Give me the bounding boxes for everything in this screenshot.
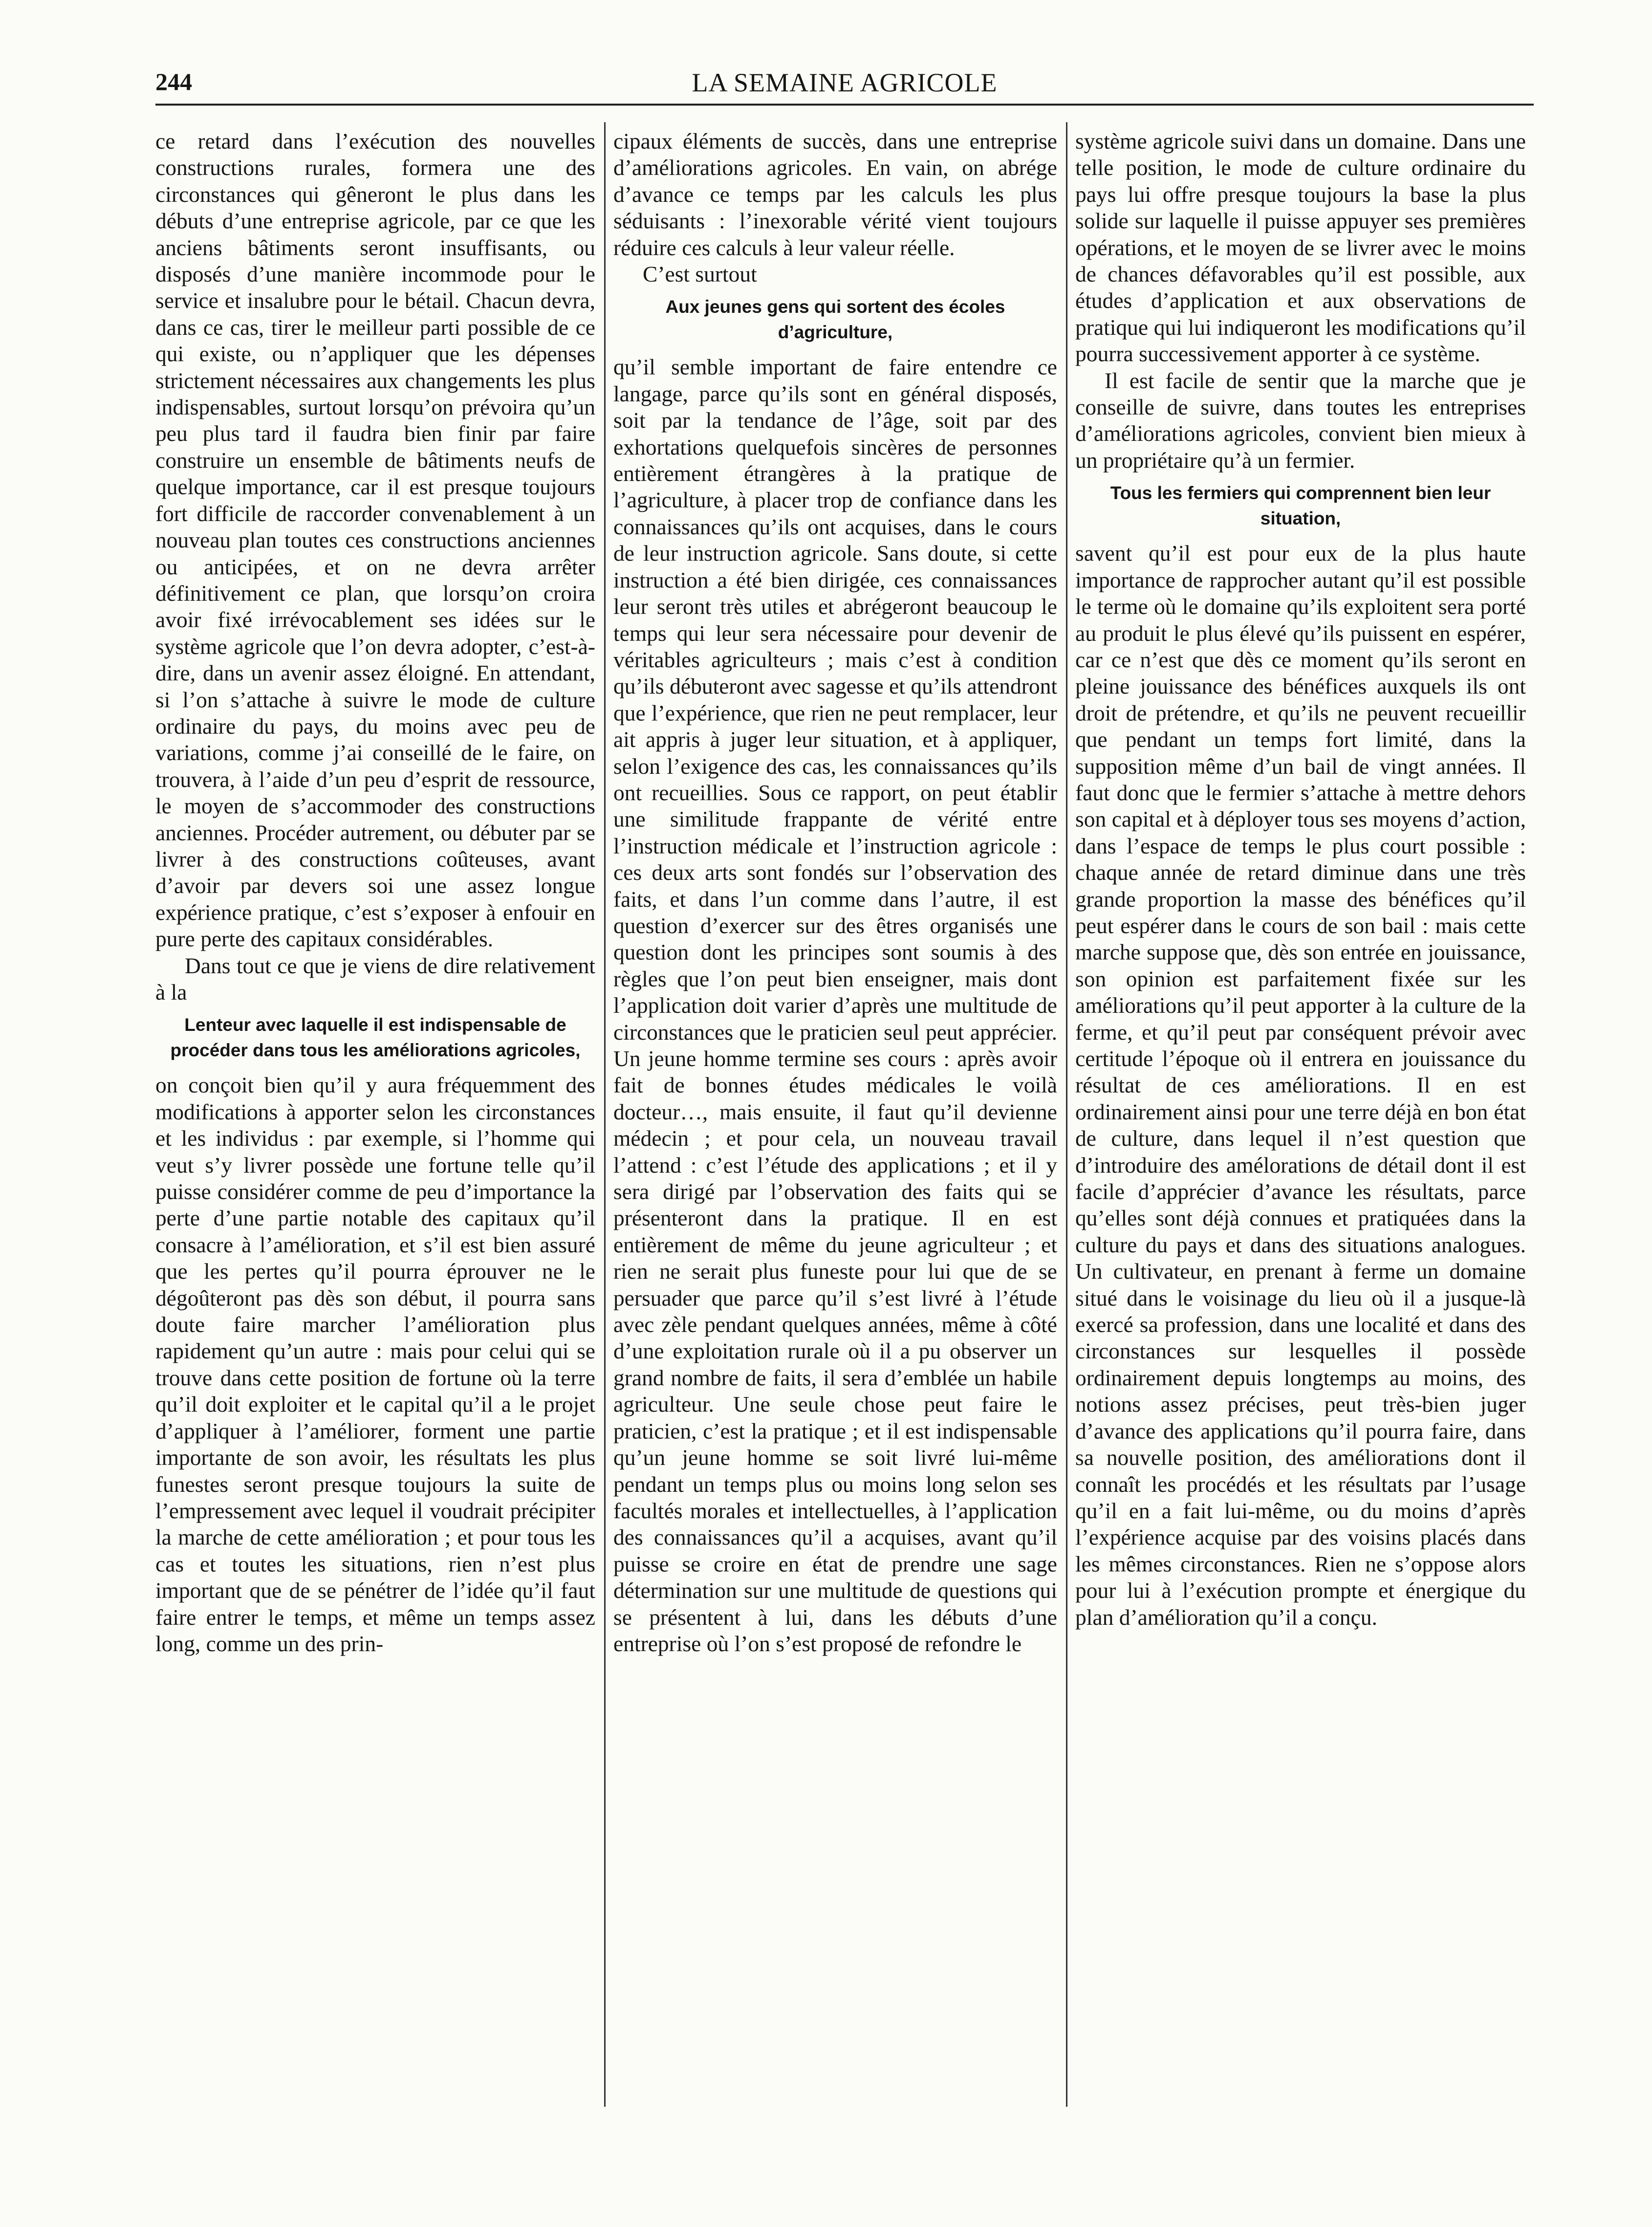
section-heading: Lenteur avec laquelle il est indispensable de procéder dans tous les améliorations agricoles, [170, 1015, 581, 1061]
paragraph: qu’il semble important de faire entendre ce langage, parce qu’ils sont en général disposés, soit par la tendance de l’âge, soit par des exhortations quelquefois sincères de personnes entièrement étrangères à la pratique de l’agriculture, à placer trop de confiance dans les connaissances qu’ils ont acquises, dans le cours de leur instruction agricole. Sans doute, si cette instruction a été bien dirigée, ces connaissances leur seront très utiles et abrégeront beaucoup le temps qui leur sera nécessaire pour devenir de véritables agriculteurs ; mais c’est à condition qu’ils débuteront avec sagesse et qu’ils attendront que l’expérience, que rien ne peut remplacer, leur ait appris à juger leur situation, et à appliquer, selon l’exigence des cas, les connaissances qu’ils ont recueillies. Sous ce rapport, on peut établir une similitude frappante de vérité entre l’instruction médicale et l’instruction agricole : ces deux arts sont fondés sur l’observation des faits, et dans l’un comme dans l’autre, il est question d’exercer sur des êtres organisés une question dont les principes sont soumis à des règles que l’on peut bien enseigner, mais dont l’application doit varier d’après une multitude de circonstances que le praticien seul peut apprécier. Un jeune homme termine ses cours : après avoir fait de bonnes études médicales le voilà docteur…, mais ensuite, il faut qu’il devienne médecin ; et pour cela, un nouveau travail l’attend : c’est l’étude des applications ; et il y sera dirigé par l’observation des faits qui se présenteront dans la pratique. Il en est entièrement de même du jeune agriculteur ; et rien ne serait plus funeste pour lui que de se persuader que parce qu’il s’est livré à l’étude avec zèle pendant quelques années, même à côté d’une exploitation rurale où il a pu observer un grand nombre de faits, il sera d’emblée un habile agriculteur. Une seule chose peut faire le praticien, c’est la pratique ; et il est indispensable qu’un jeune homme se soit livré lui-même pendant un temps plus ou moins long selon ses facultés morales et intellectuelles, à l’application des connaissances qu’il a acquises, avant qu’il puisse se croire en état de prendre une sage détermination sur une multitude de questions qui se présentent à lui, dans les débuts d’une entreprise où l’on s’est proposé de refondre le [613, 354, 1057, 1656]
text-column-2 [613, 128, 1057, 2093]
paragraph: Dans tout ce que je viens de dire relativement à la [155, 953, 595, 1004]
page-header [155, 67, 1534, 97]
text-column-3 [1075, 128, 1526, 2093]
journal-title: LA SEMAINE AGRICOLE [692, 68, 998, 97]
paragraph: cipaux éléments de succès, dans une entreprise d’améliorations agricoles. En vain, on abrége d’avance ce temps par les calculs les plus séduisants : l’inexorable vérité vient toujours réduire ces calculs à leur valeur réelle. [613, 129, 1057, 260]
column-divider-2 [1066, 122, 1067, 2107]
paragraph: Il est facile de sentir que la marche que je conseille de suivre, dans toutes les entreprises d’améliorations agricoles, convient bien mieux à un propriétaire qu’à un fermier. [1075, 368, 1526, 473]
paragraph: C’est surtout [643, 262, 757, 287]
section-heading: Aux jeunes gens qui sortent des écoles d’agriculture, [665, 297, 1005, 343]
paragraph: ce retard dans l’exécution des nouvelles constructions rurales, formera une des circonstances qui gêneront le plus dans les débuts d’une entreprise agricole, par ce que les anciens bâtiments seront insuffisants, ou disposés d’une manière incommode pour le service et insalubre pour le bétail. Chacun devra, dans ce cas, tirer le meilleur parti possible de ce qui existe, ou n’appliquer que les dépenses strictement nécessaires aux changements les plus indispensables, surtout lorsqu’on prévoira qu’un peu plus tard il faudra bien finir par faire construire un ensemble de bâtiments neufs de quelque importance, car il est presque toujours fort difficile de raccorder convenablement à un nouveau plan toutes ces constructions anciennes ou anticipées, et on ne devra arrêter définitivement ce plan, que lorsqu’on croira avoir fixé irrévocablement ses idées sur le système agricole que l’on devra adopter, c’est-à-dire, dans un avenir assez éloigné. En attendant, si l’on s’attache à suivre le mode de culture ordinaire du pays, du moins avec peu de variations, comme j’ai conseillé de le faire, on trouvera, à l’aide d’un peu d’esprit de ressource, le moyen de s’accommoder des constructions anciennes. Procéder autrement, ou débuter par se livrer à des constructions coûteuses, avant d’avoir par devers soi une assez longue expérience pratique, c’est s’exposer à enfouir en pure perte des capitaux considérables. [155, 129, 595, 952]
column-divider-1 [604, 122, 606, 2107]
section-heading: Tous les fermiers qui comprennent bien leur situation, [1110, 483, 1491, 529]
text-column-1 [155, 128, 595, 2093]
paragraph: on conçoit bien qu’il y aura fréquemment des modifications à apporter selon les circonstances et les individus : par exemple, si l’homme qui veut s’y livrer possède une fortune telle qu’il puisse considérer comme de peu d’importance la perte d’une partie notable des capitaux qu’il consacre à l’amélioration, et s’il est bien assuré que les pertes qu’il pourra éprouver ne le dégoûteront pas dès son début, il pourra sans doute faire marcher l’amélioration plus rapidement qu’un autre : mais pour celui qui se trouve dans cette position de fortune où la terre qu’il doit exploiter et le capital qu’il a le projet d’appliquer à l’améliorer, forment une partie importante de son avoir, les résultats les plus funestes seront presque toujours la suite de l’empressement avec lequel il voudrait précipiter la marche de cette amélioration ; et pour tous les cas et toutes les situations, rien n’est plus important que de se pénétrer de l’idée qu’il faut faire entrer le temps, et même un temps assez long, comme un des prin- [155, 1072, 595, 1656]
paragraph: savent qu’il est pour eux de la plus haute importance de rapprocher autant qu’il est possible le terme où le domaine qu’ils exploitent sera porté au produit le plus élevé qu’ils puissent en espérer, car ce n’est que dès ce moment qu’ils seront en pleine jouissance des bénéfices auxquels ils ont droit de prétendre, et qu’ils ne peuvent recueillir que pendant un temps fort limité, dans la supposition même d’un bail de vingt années. Il faut donc que le fermier s’attache à mettre dehors son capital et à déployer tous ses moyens d’action, dans l’espace de temps le plus court possible : chaque année de retard diminue dans une très grande proportion la masse des bénéfices qu’il peut espérer dans le cours de son bail : mais cette marche suppose que, dès son entrée en jouissance, son opinion est parfaitement fixée sur les améliorations qu’il peut apporter à la culture de la ferme, et qu’il peut par conséquent prévoir avec certitude l’époque où il entrera en jouissance du résultat de ces améliorations. Il en est ordinairement ainsi pour une terre déjà en bon état de culture, dans lequel il n’est question que d’introduire des amélorations de détail dont il est facile d’apprécier d’avance les résultats, parce qu’elles sont déjà connues et pratiquées dans la culture du pays et dans des situations analogues. Un cultivateur, en prenant à ferme un domaine situé dans le voisinage du lieu où il a jusque-là exercé sa profession, dans une localité et dans des circonstances sur lesquelles il possède ordinairement depuis longtemps au moins, des notions assez précises, peut très-bien juger d’avance des applications qu’il pourra faire, dans sa nouvelle position, des améliorations dont il connaît les procédés et les résultats par l’usage qu’il en a fait lui-même, ou du moins d’après l’expérience acquise par des voisins placés dans les mêmes circonstances. Rien ne s’oppose alors pour lui à l’exécution prompte et énergique du plan d’amélioration qu’il a conçu. [1075, 541, 1526, 1630]
page-number: 244 [155, 68, 192, 95]
paragraph: système agricole suivi dans un domaine. Dans une telle position, le mode de culture ordinaire du pays lui offre presque toujours la base la plus solide sur laquelle il puisse appuyer ses premières opérations, et le moyen de se livrer avec le moins de chances défavorables qu’il est possible, aux études d’application et aux observations de pratique qui lui indiqueront les modifications qu’il pourra successivement apporter à ce système. [1075, 129, 1526, 367]
header-divider [155, 104, 1534, 106]
